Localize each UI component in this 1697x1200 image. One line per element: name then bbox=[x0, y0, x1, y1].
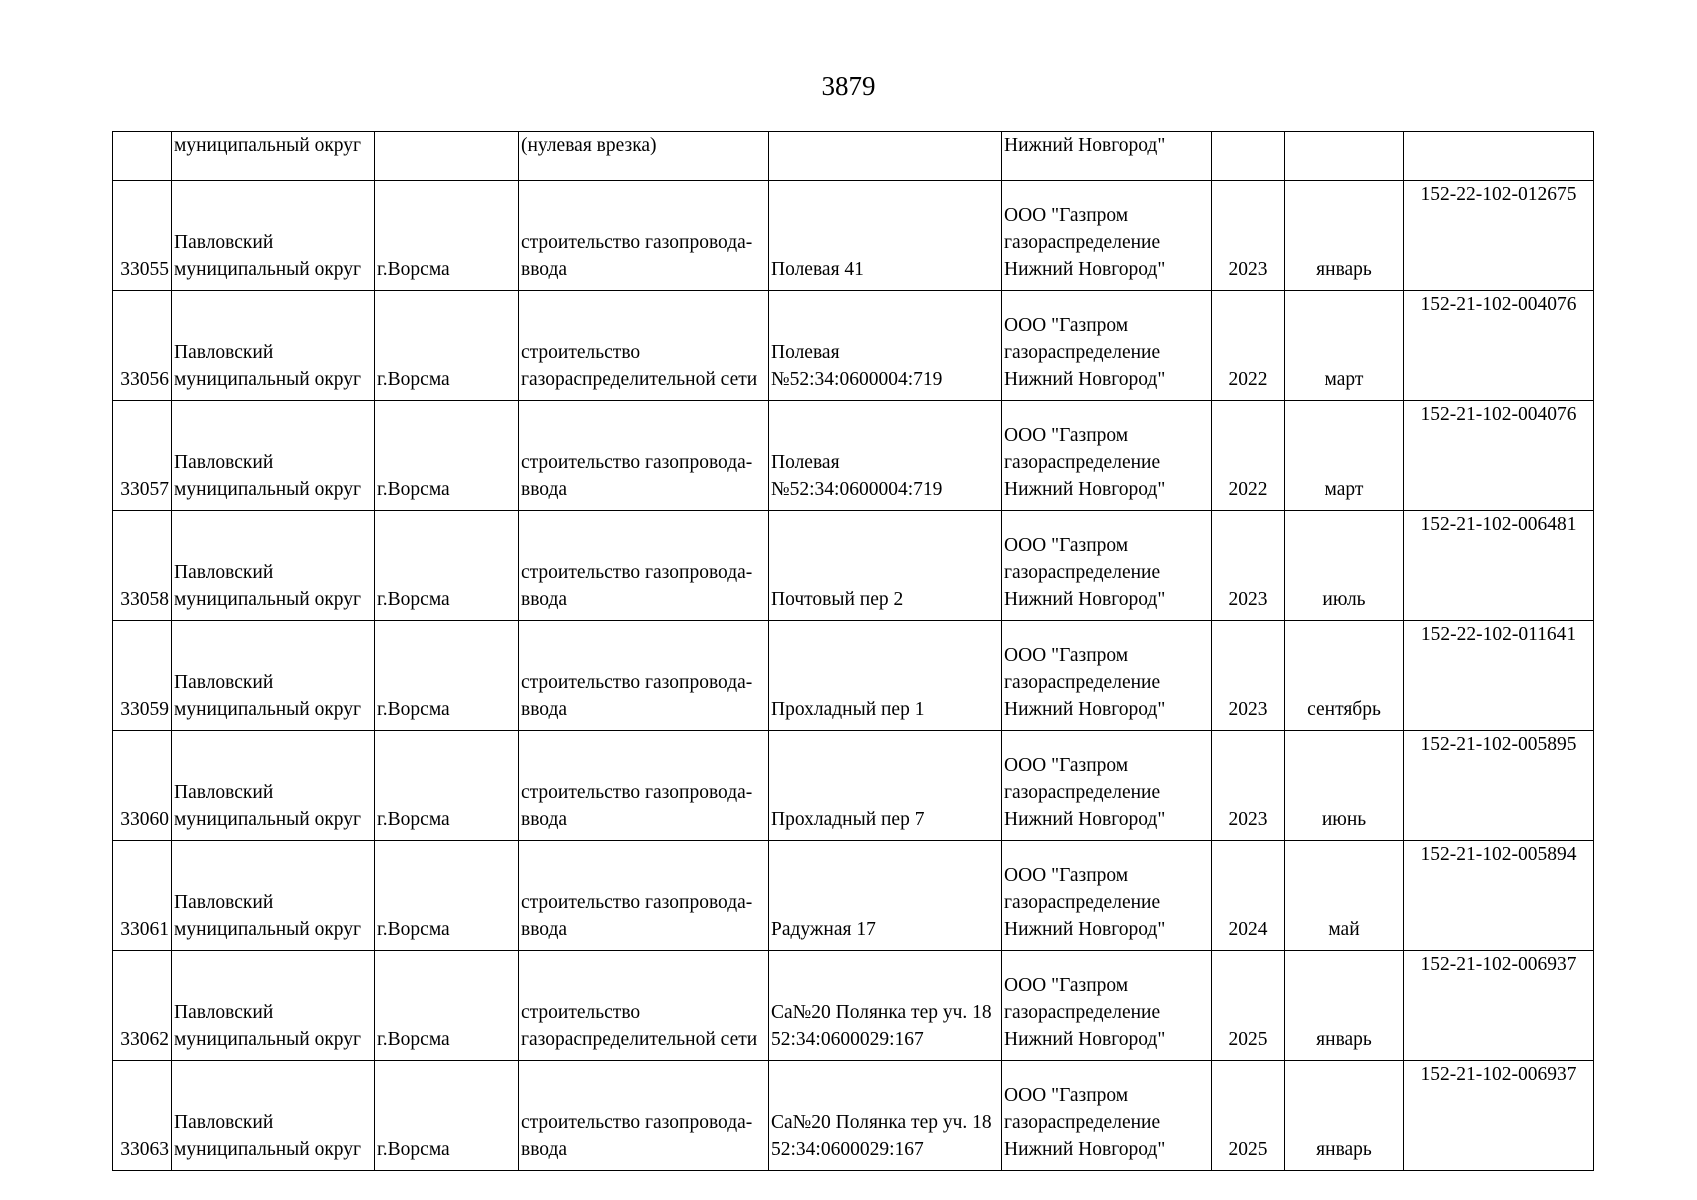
cell-work-type bbox=[519, 401, 769, 511]
organization-line: ООО "Газпром bbox=[1004, 755, 1129, 776]
organization-line: газораспределение bbox=[1004, 452, 1161, 473]
cell-month bbox=[1285, 132, 1404, 181]
cell-code: 152-21-102-005894 bbox=[1404, 841, 1594, 951]
work-type-line: строительство bbox=[521, 1002, 641, 1023]
district-line: Павловский bbox=[174, 342, 274, 363]
cell-work-type bbox=[519, 181, 769, 291]
cell-code: 152-21-102-004076 bbox=[1404, 291, 1594, 401]
cell-address bbox=[769, 511, 1002, 621]
cell-address bbox=[769, 1061, 1002, 1171]
cell-work-type bbox=[519, 731, 769, 841]
organization-line: газораспределение bbox=[1004, 782, 1161, 803]
cell-year: 2023 bbox=[1212, 181, 1285, 291]
cell-organization bbox=[1002, 511, 1212, 621]
table-row bbox=[113, 621, 1594, 731]
cell-work-type bbox=[519, 1061, 769, 1171]
cell-month: июнь bbox=[1285, 731, 1404, 841]
organization-line: ООО "Газпром bbox=[1004, 645, 1129, 666]
cell-number: 33059 bbox=[113, 621, 172, 731]
cell-code: 152-21-102-006481 bbox=[1404, 511, 1594, 621]
table-row bbox=[113, 951, 1594, 1061]
cell-district bbox=[172, 951, 375, 1061]
cell-year: 2022 bbox=[1212, 401, 1285, 511]
cell-year: 2025 bbox=[1212, 951, 1285, 1061]
district-line: муниципальный округ bbox=[174, 369, 362, 390]
cell-code: 152-21-102-006937 bbox=[1404, 1061, 1594, 1171]
district-line: Павловский bbox=[174, 1002, 274, 1023]
cell-organization bbox=[1002, 401, 1212, 511]
table-row-continuation bbox=[113, 132, 1594, 181]
organization-line: ООО "Газпром bbox=[1004, 425, 1129, 446]
cell-year bbox=[1212, 132, 1285, 181]
cell-code: 152-22-102-011641 bbox=[1404, 621, 1594, 731]
district-line: муниципальный округ bbox=[174, 1139, 362, 1160]
cell-number: 33058 bbox=[113, 511, 172, 621]
cell-work-type: (нулевая врезка) bbox=[519, 132, 769, 181]
table-row bbox=[113, 401, 1594, 511]
organization-line: газораспределение bbox=[1004, 342, 1161, 363]
address-line: Са№20 Полянка тер уч. 18 bbox=[771, 1112, 992, 1133]
address-line: №52:34:0600004:719 bbox=[771, 479, 943, 500]
cell-city: г.Ворсма bbox=[375, 841, 519, 951]
district-line: муниципальный округ bbox=[174, 259, 362, 280]
table-row bbox=[113, 181, 1594, 291]
district-line: Павловский bbox=[174, 452, 274, 473]
cell-address bbox=[769, 621, 1002, 731]
address-line: 52:34:0600029:167 bbox=[771, 1139, 924, 1160]
address-line: 52:34:0600029:167 bbox=[771, 1029, 924, 1050]
organization-line: Нижний Новгород" bbox=[1004, 919, 1166, 940]
organization-line: ООО "Газпром bbox=[1004, 535, 1129, 556]
work-type-line: ввода bbox=[521, 479, 568, 500]
work-type-line: строительство газопровода- bbox=[521, 892, 753, 913]
organization-line: Нижний Новгород" bbox=[1004, 1029, 1166, 1050]
cell-year: 2023 bbox=[1212, 621, 1285, 731]
cell-city: г.Ворсма bbox=[375, 951, 519, 1061]
work-type-line: строительство газопровода- bbox=[521, 562, 753, 583]
cell-year: 2023 bbox=[1212, 731, 1285, 841]
table-row bbox=[113, 511, 1594, 621]
organization-line: ООО "Газпром bbox=[1004, 205, 1129, 226]
cell-month: январь bbox=[1285, 951, 1404, 1061]
organization-line: ООО "Газпром bbox=[1004, 975, 1129, 996]
district-line: Павловский bbox=[174, 232, 274, 253]
organization-line: Нижний Новгород" bbox=[1004, 1139, 1166, 1160]
cell-month: январь bbox=[1285, 181, 1404, 291]
page-number: 3879 bbox=[821, 71, 876, 101]
organization-line: газораспределение bbox=[1004, 892, 1161, 913]
work-type-line: строительство газопровода- bbox=[521, 232, 753, 253]
district-line: Павловский bbox=[174, 892, 274, 913]
cell-district bbox=[172, 401, 375, 511]
cell-city: г.Ворсма bbox=[375, 291, 519, 401]
organization-line: газораспределение bbox=[1004, 1002, 1161, 1023]
cell-organization bbox=[1002, 841, 1212, 951]
cell-month: сентябрь bbox=[1285, 621, 1404, 731]
cell-code: 152-21-102-006937 bbox=[1404, 951, 1594, 1061]
cell-address bbox=[769, 401, 1002, 511]
table-row bbox=[113, 731, 1594, 841]
district-line: муниципальный округ bbox=[174, 809, 362, 830]
organization-line: Нижний Новгород" bbox=[1004, 369, 1166, 390]
cell-number: 33056 bbox=[113, 291, 172, 401]
cell-organization bbox=[1002, 1061, 1212, 1171]
organization-line: Нижний Новгород" bbox=[1004, 809, 1166, 830]
cell-address bbox=[769, 181, 1002, 291]
district-line: Павловский bbox=[174, 562, 274, 583]
cell-city: г.Ворсма bbox=[375, 731, 519, 841]
organization-line: газораспределение bbox=[1004, 232, 1161, 253]
cell-district bbox=[172, 731, 375, 841]
cell-district bbox=[172, 181, 375, 291]
cell-organization: Нижний Новгород" bbox=[1002, 132, 1212, 181]
work-type-line: строительство газопровода- bbox=[521, 452, 753, 473]
cell-number: 33055 bbox=[113, 181, 172, 291]
work-type-line: строительство газопровода- bbox=[521, 782, 753, 803]
work-type-line: ввода bbox=[521, 919, 568, 940]
cell-city: г.Ворсма bbox=[375, 1061, 519, 1171]
organization-line: газораспределение bbox=[1004, 672, 1161, 693]
cell-year: 2022 bbox=[1212, 291, 1285, 401]
district-line: муниципальный округ bbox=[174, 699, 362, 720]
organization-line: ООО "Газпром bbox=[1004, 1085, 1129, 1106]
cell-year: 2025 bbox=[1212, 1061, 1285, 1171]
registry-table-body bbox=[113, 132, 1594, 1171]
address-line: Полевая bbox=[771, 452, 840, 473]
cell-number: 33057 bbox=[113, 401, 172, 511]
cell-year: 2023 bbox=[1212, 511, 1285, 621]
work-type-line: ввода bbox=[521, 259, 568, 280]
cell-month: июль bbox=[1285, 511, 1404, 621]
work-type-line: ввода bbox=[521, 699, 568, 720]
organization-line: ООО "Газпром bbox=[1004, 315, 1129, 336]
cell-district: муниципальный округ bbox=[172, 132, 375, 181]
cell-city bbox=[375, 132, 519, 181]
work-type-line: газораспределительной сети bbox=[521, 369, 758, 390]
address-line: Почтовый пер 2 bbox=[771, 589, 904, 610]
cell-work-type bbox=[519, 291, 769, 401]
work-type-line: ввода bbox=[521, 1139, 568, 1160]
cell-address bbox=[769, 951, 1002, 1061]
cell-district bbox=[172, 511, 375, 621]
organization-line: газораспределение bbox=[1004, 1112, 1161, 1133]
cell-month: май bbox=[1285, 841, 1404, 951]
cell-organization bbox=[1002, 621, 1212, 731]
cell-work-type bbox=[519, 841, 769, 951]
organization-line: Нижний Новгород" bbox=[1004, 479, 1166, 500]
cell-district bbox=[172, 621, 375, 731]
cell-work-type bbox=[519, 621, 769, 731]
address-line: Прохладный пер 1 bbox=[771, 699, 925, 720]
work-type-line: строительство газопровода- bbox=[521, 1112, 753, 1133]
table-row bbox=[113, 841, 1594, 951]
cell-number bbox=[113, 132, 172, 181]
cell-number: 33060 bbox=[113, 731, 172, 841]
district-line: муниципальный округ bbox=[174, 589, 362, 610]
organization-line: газораспределение bbox=[1004, 562, 1161, 583]
cell-code: 152-21-102-005895 bbox=[1404, 731, 1594, 841]
address-line: Полевая 41 bbox=[771, 259, 864, 280]
address-line: Са№20 Полянка тер уч. 18 bbox=[771, 1002, 992, 1023]
address-line: Прохладный пер 7 bbox=[771, 809, 925, 830]
district-line: муниципальный округ bbox=[174, 919, 362, 940]
cell-number: 33061 bbox=[113, 841, 172, 951]
work-type-line: строительство газопровода- bbox=[521, 672, 753, 693]
cell-address bbox=[769, 132, 1002, 181]
cell-month: январь bbox=[1285, 1061, 1404, 1171]
address-line: Полевая bbox=[771, 342, 840, 363]
organization-line: Нижний Новгород" bbox=[1004, 699, 1166, 720]
organization-line: ООО "Газпром bbox=[1004, 865, 1129, 886]
cell-address bbox=[769, 291, 1002, 401]
cell-month: март bbox=[1285, 401, 1404, 511]
cell-number: 33062 bbox=[113, 951, 172, 1061]
cell-city: г.Ворсма bbox=[375, 511, 519, 621]
table-row bbox=[113, 1061, 1594, 1171]
cell-address bbox=[769, 841, 1002, 951]
cell-code: 152-22-102-012675 bbox=[1404, 181, 1594, 291]
cell-number: 33063 bbox=[113, 1061, 172, 1171]
work-type-line: ввода bbox=[521, 809, 568, 830]
cell-organization bbox=[1002, 731, 1212, 841]
cell-organization bbox=[1002, 951, 1212, 1061]
cell-code bbox=[1404, 132, 1594, 181]
registry-table bbox=[112, 131, 1594, 1171]
cell-district bbox=[172, 291, 375, 401]
cell-work-type bbox=[519, 511, 769, 621]
cell-organization bbox=[1002, 181, 1212, 291]
cell-year: 2024 bbox=[1212, 841, 1285, 951]
cell-city: г.Ворсма bbox=[375, 181, 519, 291]
address-line: №52:34:0600004:719 bbox=[771, 369, 943, 390]
organization-line: Нижний Новгород" bbox=[1004, 259, 1166, 280]
district-line: муниципальный округ bbox=[174, 1029, 362, 1050]
cell-code: 152-21-102-004076 bbox=[1404, 401, 1594, 511]
cell-district bbox=[172, 1061, 375, 1171]
cell-month: март bbox=[1285, 291, 1404, 401]
table-row bbox=[113, 291, 1594, 401]
cell-city: г.Ворсма bbox=[375, 401, 519, 511]
district-line: Павловский bbox=[174, 782, 274, 803]
organization-line: Нижний Новгород" bbox=[1004, 589, 1166, 610]
cell-work-type bbox=[519, 951, 769, 1061]
cell-address bbox=[769, 731, 1002, 841]
cell-city: г.Ворсма bbox=[375, 621, 519, 731]
district-line: Павловский bbox=[174, 672, 274, 693]
work-type-line: строительство bbox=[521, 342, 641, 363]
district-line: Павловский bbox=[174, 1112, 274, 1133]
work-type-line: ввода bbox=[521, 589, 568, 610]
address-line: Радужная 17 bbox=[771, 919, 876, 940]
work-type-line: газораспределительной сети bbox=[521, 1029, 758, 1050]
cell-organization bbox=[1002, 291, 1212, 401]
cell-district bbox=[172, 841, 375, 951]
district-line: муниципальный округ bbox=[174, 479, 362, 500]
